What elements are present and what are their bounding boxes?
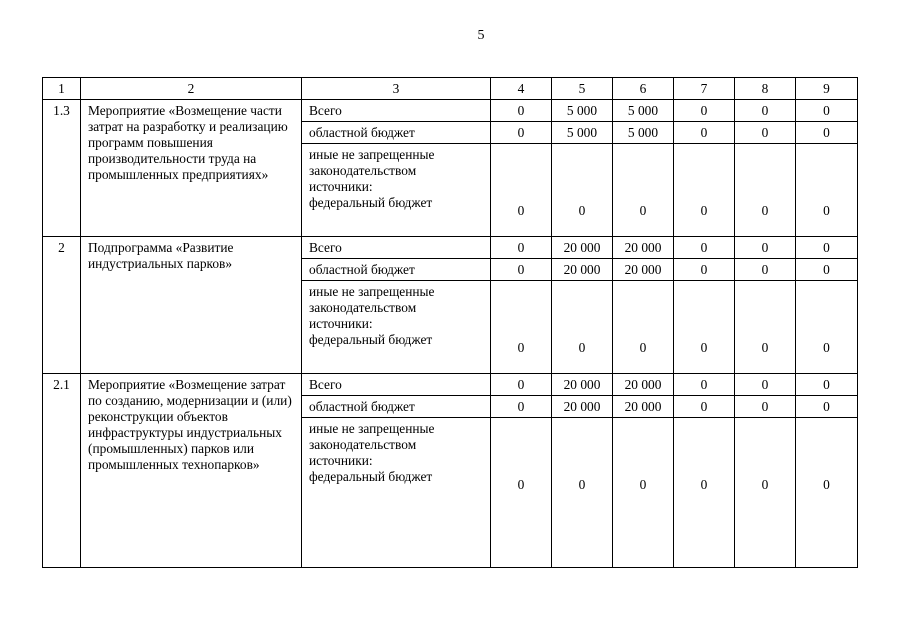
value-cell: 0 xyxy=(796,144,858,237)
value-cell: 0 xyxy=(674,281,735,374)
value-cell: 0 xyxy=(552,144,613,237)
source-line: иные не запрещенные xyxy=(309,421,435,436)
value-cell: 0 xyxy=(735,122,796,144)
header-cell: 4 xyxy=(491,78,552,100)
value-cell: 0 xyxy=(674,144,735,237)
funding-source xyxy=(302,281,491,374)
value-cell: 0 xyxy=(735,418,796,568)
funding-source: областной бюджет xyxy=(302,122,491,144)
value-cell: 0 xyxy=(796,418,858,568)
source-line: иные не запрещенные xyxy=(309,284,435,299)
value-cell: 0 xyxy=(796,281,858,374)
page-number: 5 xyxy=(477,28,485,43)
value-cell: 0 xyxy=(735,396,796,418)
value-cell: 0 xyxy=(735,374,796,396)
source-line: законодательством xyxy=(309,437,417,452)
value-cell: 0 xyxy=(491,281,552,374)
measure-name: Мероприятие «Возмещение части затрат на разработку и реализацию программ повышения производительности труда на промышленных предприятиях» xyxy=(81,100,302,237)
value-cell: 0 xyxy=(796,100,858,122)
value-cell: 0 xyxy=(796,396,858,418)
value-cell: 0 xyxy=(796,122,858,144)
value-cell: 0 xyxy=(674,374,735,396)
value-cell: 0 xyxy=(491,396,552,418)
value-cell: 20 000 xyxy=(552,374,613,396)
value-cell: 0 xyxy=(491,122,552,144)
value-cell: 0 xyxy=(674,122,735,144)
funding-source: Всего xyxy=(302,237,491,259)
value-cell: 0 xyxy=(735,100,796,122)
source-line: законодательством xyxy=(309,300,417,315)
value-cell: 0 xyxy=(613,144,674,237)
value-cell: 0 xyxy=(796,259,858,281)
value-cell: 0 xyxy=(735,237,796,259)
value-cell: 0 xyxy=(491,418,552,568)
header-cell: 9 xyxy=(796,78,858,100)
header-cell: 8 xyxy=(735,78,796,100)
value-cell: 20 000 xyxy=(613,374,674,396)
value-cell: 20 000 xyxy=(552,396,613,418)
value-cell: 5 000 xyxy=(552,122,613,144)
value-cell: 0 xyxy=(491,374,552,396)
header-cell: 1 xyxy=(43,78,81,100)
budget-table xyxy=(42,77,858,568)
value-cell: 20 000 xyxy=(552,259,613,281)
value-cell: 0 xyxy=(491,259,552,281)
value-cell: 0 xyxy=(735,144,796,237)
header-row xyxy=(43,78,858,100)
row-number: 2.1 xyxy=(43,374,81,568)
value-cell: 20 000 xyxy=(613,259,674,281)
value-cell: 5 000 xyxy=(613,122,674,144)
value-cell: 5 000 xyxy=(613,100,674,122)
header-cell: 2 xyxy=(81,78,302,100)
value-cell: 20 000 xyxy=(552,237,613,259)
source-line: законодательством xyxy=(309,163,417,178)
value-cell: 5 000 xyxy=(552,100,613,122)
value-cell: 0 xyxy=(796,237,858,259)
value-cell: 0 xyxy=(613,281,674,374)
value-cell: 20 000 xyxy=(613,396,674,418)
value-cell: 0 xyxy=(674,418,735,568)
header-cell: 3 xyxy=(302,78,491,100)
source-line: источники: xyxy=(309,179,373,194)
funding-source: областной бюджет xyxy=(302,259,491,281)
value-cell: 0 xyxy=(491,144,552,237)
funding-source: областной бюджет xyxy=(302,396,491,418)
value-cell: 0 xyxy=(613,418,674,568)
value-cell: 0 xyxy=(552,281,613,374)
table-row xyxy=(43,100,858,122)
funding-source xyxy=(302,144,491,237)
value-cell: 0 xyxy=(491,100,552,122)
header-cell: 7 xyxy=(674,78,735,100)
value-cell: 0 xyxy=(674,237,735,259)
funding-source xyxy=(302,418,491,568)
value-cell: 0 xyxy=(491,237,552,259)
value-cell: 0 xyxy=(796,374,858,396)
value-cell: 0 xyxy=(735,281,796,374)
row-number: 2 xyxy=(43,237,81,374)
source-line: федеральный бюджет xyxy=(309,469,433,484)
row-number: 1.3 xyxy=(43,100,81,237)
value-cell: 0 xyxy=(552,418,613,568)
source-line: источники: xyxy=(309,316,373,331)
header-cell: 6 xyxy=(613,78,674,100)
value-cell: 0 xyxy=(674,396,735,418)
table-row xyxy=(43,237,858,259)
source-line: иные не запрещенные xyxy=(309,147,435,162)
measure-name: Подпрограмма «Развитие индустриальных парков» xyxy=(81,237,302,374)
source-line: федеральный бюджет xyxy=(309,332,433,347)
measure-name: Мероприятие «Возмещение затрат по созданию, модернизации и (или) реконструкции объектов инфраструктуры индустриальных (промышленных) парков или промышленных технопарков» xyxy=(81,374,302,568)
funding-source: Всего xyxy=(302,374,491,396)
source-line: федеральный бюджет xyxy=(309,195,433,210)
value-cell: 20 000 xyxy=(613,237,674,259)
value-cell: 0 xyxy=(674,100,735,122)
table-row xyxy=(43,374,858,396)
source-line: источники: xyxy=(309,453,373,468)
value-cell: 0 xyxy=(735,259,796,281)
value-cell: 0 xyxy=(674,259,735,281)
funding-source: Всего xyxy=(302,100,491,122)
header-cell: 5 xyxy=(552,78,613,100)
